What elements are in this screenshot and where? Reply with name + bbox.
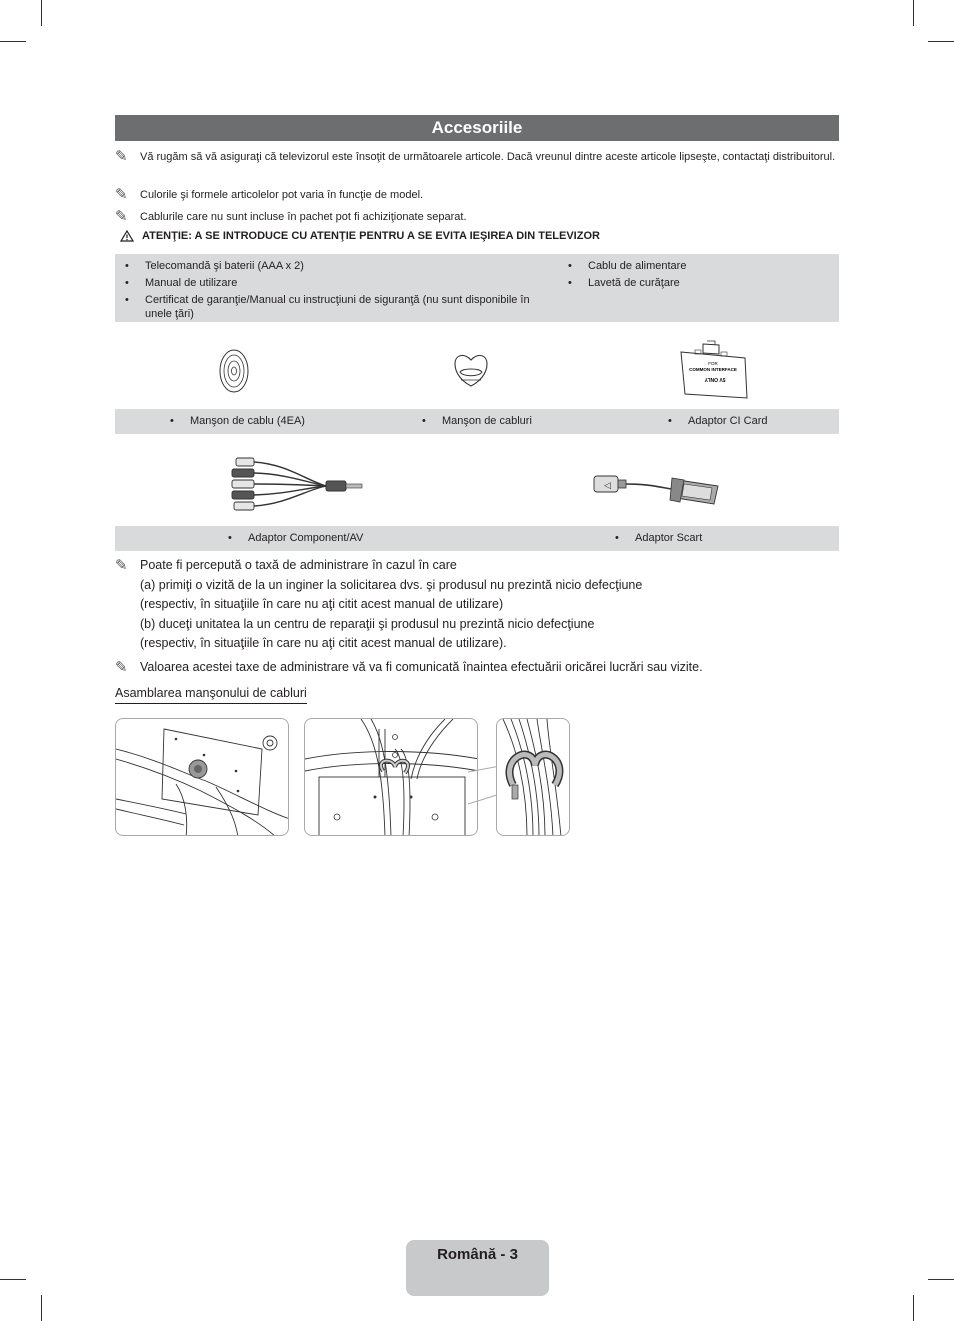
cable-holder-image — [451, 352, 491, 390]
item-label: • Adaptor CI Card — [668, 415, 767, 427]
row2-labels — [115, 526, 839, 551]
list-item: • Lavetă de curăţare — [558, 276, 828, 290]
assembly-step-2-image — [304, 718, 478, 836]
note-text: Cablurile care nu sunt incluse în pachet pot fi achiziţionate separat. — [140, 211, 467, 223]
list-item: • Telecomandă şi baterii (AAA x 2) — [115, 259, 545, 273]
section-title: Accesoriile — [115, 115, 839, 141]
item-label: • Manşon de cablu (4EA) — [170, 415, 305, 427]
note-contents — [115, 150, 840, 164]
fee-case-a-detail: (respectiv, în situaţiile în care nu aţi citit acest manual de utilizare) — [140, 597, 504, 611]
crop-mark — [913, 0, 914, 26]
crop-mark — [41, 1295, 42, 1321]
crop-mark — [913, 1295, 914, 1321]
assembly-zoom-image — [496, 718, 570, 836]
accessory-list-left — [115, 256, 545, 321]
page-number: Română - 3 — [406, 1240, 549, 1296]
accessory-list — [115, 254, 839, 322]
note-pencil-icon: ✎ — [115, 186, 128, 203]
note-colors — [115, 188, 840, 202]
svg-text:◁: ◁ — [604, 481, 611, 491]
note-pencil-icon: ✎ — [115, 658, 128, 676]
assembly-heading: Asamblarea manşonului de cabluri — [115, 686, 307, 704]
note-text: Vă rugăm să vă asiguraţi că televizorul este însoţit de următoarele articole. Dacă vreunul dintre aceste articole lipseşte, contactaţi distribuitorul. — [140, 151, 836, 163]
item-label: • Adaptor Scart — [615, 532, 702, 544]
ci-card-label-1: FOR — [708, 361, 718, 366]
item-label: • Adaptor Component/AV — [228, 532, 363, 544]
crop-mark — [928, 1279, 954, 1280]
caution-text: ATENŢIE: A SE INTRODUCE CU ATENŢIE PENTRU A SE EVITA IEŞIREA DIN TELEVIZOR — [142, 230, 600, 242]
caution-line — [120, 230, 600, 242]
list-item: • Certificat de garanţie/Manual cu instrucţiuni de siguranţă (nu sunt disponibile în unele ţări) — [115, 293, 545, 321]
component-av-adapter-image — [226, 454, 370, 520]
warning-icon — [120, 230, 134, 242]
ci-card-label-3: 5V ONLY — [704, 376, 726, 382]
row1-labels — [115, 409, 839, 434]
crop-mark — [0, 1279, 26, 1280]
crop-mark — [0, 41, 26, 42]
ci-card-label-2: COMMON INTERFACE — [689, 367, 737, 372]
assembly-step-1-image — [115, 718, 289, 836]
crop-mark — [928, 41, 954, 42]
cable-manager-ring-image — [218, 348, 250, 394]
list-item: • Manual de utilizare — [115, 276, 545, 290]
administration-fee-note — [115, 556, 703, 677]
list-item: • Cablu de alimentare — [558, 259, 828, 273]
fee-value-note: Valoarea acestei taxe de administrare vă va fi comunicată înaintea efectuării oricărei lucrări sau vizite. — [140, 659, 703, 674]
fee-case-a: (a) primiţi o vizită de la un inginer la solicitarea dvs. şi produsul nu prezintă nicio defecţiune — [140, 577, 643, 592]
note-cables — [115, 210, 840, 224]
note-pencil-icon: ✎ — [115, 208, 128, 225]
note-text: Culorile şi formele articolelor pot varia în funcţie de model. — [140, 189, 424, 201]
ci-card-adapter-image — [675, 338, 755, 402]
accessory-list-right — [558, 256, 828, 290]
fee-case-b-detail: (respectiv, în situaţiile în care nu aţi citit acest manual de utilizare). — [140, 636, 507, 650]
crop-mark — [41, 0, 42, 26]
note-pencil-icon: ✎ — [115, 557, 128, 574]
scart-adapter-image — [592, 466, 724, 512]
fee-intro: Poate fi percepută o taxă de administrare în cazul în care — [140, 558, 457, 572]
item-label: • Manşon de cabluri — [422, 415, 532, 427]
note-pencil-icon: ✎ — [115, 148, 128, 165]
fee-case-b: (b) duceţi unitatea la un centru de reparaţii şi produsul nu prezintă nicio defecţiune — [140, 616, 595, 631]
